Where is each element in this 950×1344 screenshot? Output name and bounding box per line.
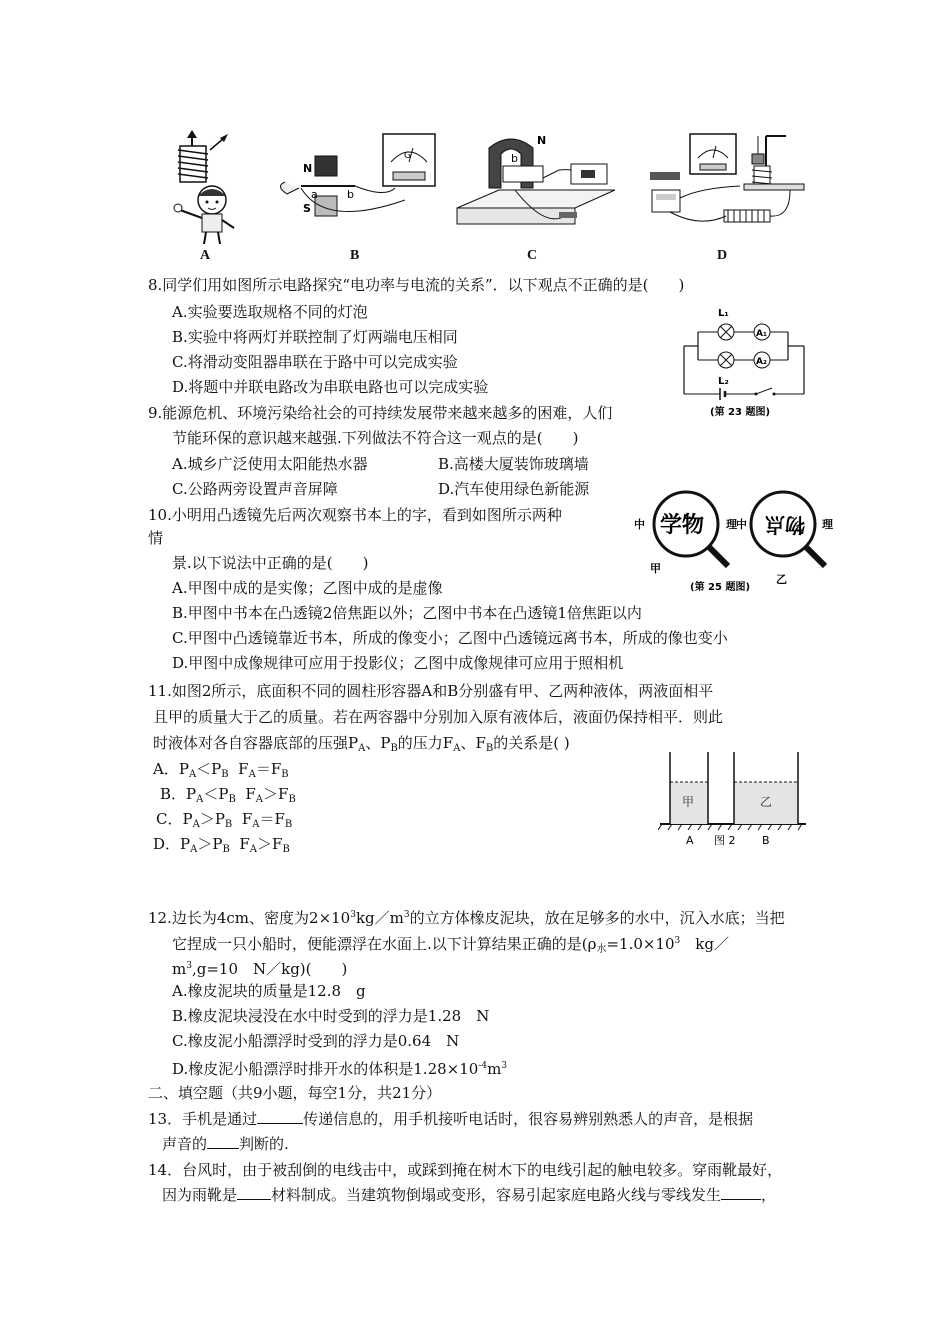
q10-option-d: D.甲图中成像规律可应用于投影仪；乙图中成像规律可应用于照相机 bbox=[172, 654, 624, 672]
yi-label: 乙 bbox=[776, 573, 787, 586]
figure-label-a: A bbox=[200, 248, 211, 263]
q8-option-a: A.实验要选取规格不同的灯泡 bbox=[172, 303, 368, 321]
q12-option-c: C.橡皮泥小船漂浮时受到的浮力是0.64 N bbox=[172, 1032, 460, 1050]
q10-stem-line1: 10.小明用凸透镜先后两次观察书本上的字，看到如图所示两种 bbox=[148, 506, 562, 524]
q11-stem-line3: 时液体对各自容器底部的压强$P_A$、$P_B$的压力$F_A$、$F_B$的关系是( ) bbox=[153, 734, 570, 754]
q9-option-d: D.汽车使用绿色新能源 bbox=[438, 480, 590, 498]
figure-c bbox=[455, 128, 625, 246]
q8-option-b: B.实验中将两灯并联控制了灯两端电压相同 bbox=[172, 328, 458, 346]
right-word: 物点 bbox=[765, 513, 805, 537]
lamp-l2-label: L₂ bbox=[718, 376, 729, 387]
q8-circuit-figure bbox=[676, 302, 816, 420]
q11-container-figure bbox=[658, 748, 808, 852]
q10-stem-line1b: 情 bbox=[148, 529, 164, 547]
q11-option-a: A．$P_A<P_B$ $F_A=F_B$ bbox=[153, 760, 289, 780]
figure-d bbox=[640, 128, 820, 246]
svg-text:G: G bbox=[404, 151, 411, 161]
q11-stem-line2: 且甲的质量大于乙的质量。若在两容器中分别加入原有液体后，液面仍保持相平．则此 bbox=[153, 708, 724, 726]
container-b-label: B bbox=[762, 834, 770, 847]
magnet-n-label-c: N bbox=[537, 134, 547, 147]
fill-blank bbox=[207, 1134, 239, 1149]
q11-option-d: D．$P_A>P_B$ $F_A>F_B$ bbox=[153, 835, 290, 855]
q14-line1: 14．台风时，由于被刮倒的电线击中，或踩到掩在树木下的电线引起的触电较多。穿雨靴最好， bbox=[148, 1161, 783, 1179]
figure-label-b: B bbox=[350, 248, 360, 263]
q10-option-c: C.甲图中凸透镜靠近书本，所成的像变小；乙图中凸透镜远离书本，所成的像也变小 bbox=[172, 629, 728, 647]
magnet-s-label: S bbox=[303, 202, 311, 215]
q8-stem: 8.同学们用如图所示电路探究“电功率与电流的关系”．以下观点不正确的是( ) bbox=[148, 276, 685, 294]
q10-option-a: A.甲图中成的是实像；乙图中成的是虚像 bbox=[172, 579, 443, 597]
q8-figure-caption: (第 23 题图) bbox=[710, 407, 771, 418]
q10-lens-figure bbox=[628, 486, 838, 596]
q10-figure-caption: (第 25 题图) bbox=[690, 582, 751, 593]
fill-blank bbox=[257, 1109, 303, 1124]
jia-label: 甲 bbox=[650, 562, 661, 575]
left-prefix: 中 bbox=[634, 518, 645, 531]
q12-stem-line2: 它捏成一只小船时，便能漂浮在水面上.以下计算结果正确的是($\rho_水=1.0\times 10^3$ kg／ bbox=[172, 935, 729, 955]
fill-blank bbox=[721, 1185, 761, 1200]
q12-option-b: B.橡皮泥块浸没在水中时受到的浮力是1.28 N bbox=[172, 1007, 490, 1025]
q9-stem-line2: 节能环保的意识越来越强.下列做法不符合这一观点的是( ) bbox=[172, 429, 579, 447]
q12-stem-line3: $m^3,g=10$ N／kg)( ) bbox=[172, 960, 348, 978]
wire-a-label: a bbox=[311, 188, 318, 201]
left-suffix: 理 bbox=[726, 518, 737, 531]
q9-option-b: B.高楼大厦装饰玻璃墙 bbox=[438, 455, 589, 473]
magnet-n-label: N bbox=[303, 162, 313, 175]
q11-option-c: C．$P_A>P_B$ $F_A=F_B$ bbox=[156, 810, 293, 830]
q12-option-d: D.橡皮泥小船漂浮时排开水的体积是$1.28\times 10^{-4}m^3$ bbox=[172, 1060, 508, 1078]
q13-line2: 声音的 判断的. bbox=[162, 1135, 289, 1153]
q11-option-b: B．$P_A<P_B$ $F_A>F_B$ bbox=[160, 785, 296, 805]
figure-label-c: C bbox=[527, 248, 538, 263]
q9-option-a: A.城乡广泛使用太阳能热水器 bbox=[172, 455, 368, 473]
figure-name: 图 2 bbox=[714, 834, 736, 847]
ammeter-a1-label: A₁ bbox=[756, 329, 767, 339]
ammeter-a2-label: A₂ bbox=[756, 357, 767, 367]
rod-b-label: b bbox=[511, 152, 518, 165]
figure-a bbox=[150, 128, 260, 246]
jia-label: 甲 bbox=[682, 795, 695, 809]
q9-option-c: C.公路两旁设置声音屏障 bbox=[172, 480, 338, 498]
lamp-l1-label: L₁ bbox=[718, 308, 729, 319]
right-prefix: 中 bbox=[736, 518, 747, 531]
section-heading: 二、填空题（共9小题，每空1分，共21分） bbox=[148, 1084, 442, 1102]
q12-option-a: A.橡皮泥块的质量是12.8 g bbox=[172, 982, 366, 1000]
q9-stem-line1: 9.能源危机、环境污染给社会的可持续发展带来越来越多的困难，人们 bbox=[148, 404, 613, 422]
container-a-label: A bbox=[686, 834, 694, 847]
q8-option-d: D.将题中并联电路改为串联电路也可以完成实验 bbox=[172, 378, 489, 396]
figure-b bbox=[265, 128, 445, 246]
figure-label-d: D bbox=[717, 248, 728, 263]
q8-option-c: C.将滑动变阻器串联在于路中可以完成实验 bbox=[172, 353, 458, 371]
q10-stem-line2: 景.以下说法中正确的是( ) bbox=[172, 554, 369, 572]
q14-line2: 因为雨靴是 材料制成。当建筑物倒塌或变形，容易引起家庭电路火线与零线发生 ， bbox=[162, 1186, 777, 1204]
fill-blank bbox=[237, 1185, 271, 1200]
yi-label: 乙 bbox=[760, 795, 773, 809]
q10-option-b: B.甲图中书本在凸透镜2倍焦距以外；乙图中书本在凸透镜1倍焦距以内 bbox=[172, 604, 642, 622]
q13-line1: 13．手机是通过 传递信息的，用手机接听电话时，很容易辨别熟悉人的声音，是根据 bbox=[148, 1110, 754, 1128]
q11-stem-line1: 11.如图2所示，底面积不同的圆柱形容器A和B分别盛有甲、乙两种液体，两液面相平 bbox=[148, 682, 714, 700]
wire-b-label: b bbox=[347, 188, 354, 201]
right-suffix: 理 bbox=[822, 518, 833, 531]
left-word: 学物 bbox=[660, 513, 705, 538]
q12-stem-line1: 12.边长为4cm、密度为$2\times 10^3kg/m^3$的立方体橡皮泥块，放在足够多的水中，沉入水底；当把 bbox=[148, 909, 785, 927]
